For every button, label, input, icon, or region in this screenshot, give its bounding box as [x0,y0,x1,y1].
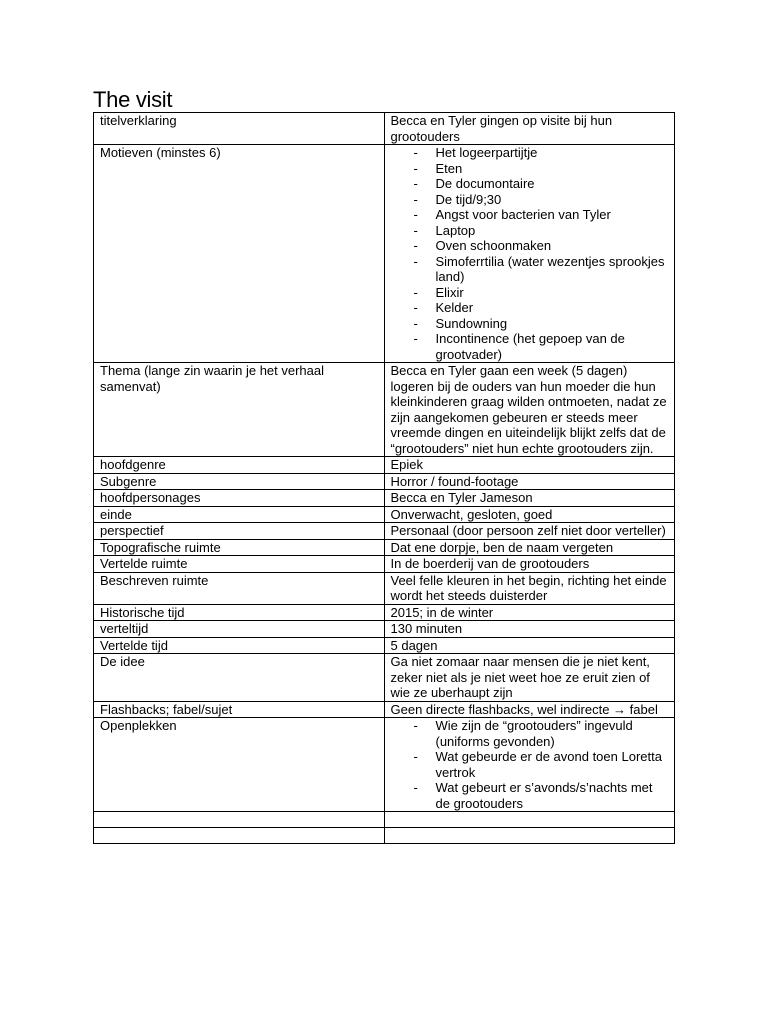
row-value: Dat ene dorpje, ben de naam vergeten [384,539,675,556]
list-item: - Elixir [411,285,669,301]
row-value: Becca en Tyler gaan een week (5 dagen) logeren bij de ouders van hun moeder die hun kleinkinderen graag wilden ontmoeten, nadat ze zijn aangekomen gebeuren er steeds meer vreemde dingen en uiteindelijk blijkt zelfs dat de “grootouders” niet hun echte grootouders zijn. [384,363,675,457]
book-report-table [93,112,675,844]
openplekken-list [391,718,669,811]
table-row [94,113,675,145]
list-item: - Het logeerpartijtje [411,145,669,161]
empty-cell [94,812,385,828]
empty-row [94,828,675,844]
row-label: titelverklaring [94,113,385,145]
row-value [384,145,675,363]
table-row [94,363,675,457]
table-row [94,539,675,556]
row-label: Historische tijd [94,604,385,621]
table-row [94,457,675,474]
row-value: Becca en Tyler Jameson [384,490,675,507]
list-item: - Wat gebeurt er s’avonds/s’nachts met de grootouders [411,780,669,811]
row-label: Vertelde tijd [94,637,385,654]
row-value: Veel felle kleuren in het begin, richting het einde wordt het steeds duisterder [384,572,675,604]
row-label: De idee [94,654,385,702]
table-row [94,621,675,638]
row-label: hoofdgenre [94,457,385,474]
row-label: hoofdpersonages [94,490,385,507]
list-item: - Laptop [411,223,669,239]
row-value: In de boerderij van de grootouders [384,556,675,573]
empty-cell [94,828,385,844]
table-row [94,523,675,540]
row-value: Onverwacht, gesloten, goed [384,506,675,523]
row-label: Thema (lange zin waarin je het verhaal samenvat) [94,363,385,457]
list-item: - Eten [411,161,669,177]
row-label: einde [94,506,385,523]
table-row [94,473,675,490]
row-value: Horror / found-footage [384,473,675,490]
empty-cell [384,812,675,828]
list-item: - Sundowning [411,316,669,332]
row-value: Personaal (door persoon zelf niet door verteller) [384,523,675,540]
row-value: Becca en Tyler gingen op visite bij hun grootouders [384,113,675,145]
empty-row [94,812,675,828]
row-label: verteltijd [94,621,385,638]
table-row [94,490,675,507]
row-value: Ga niet zomaar naar mensen die je niet kent, zeker niet als je niet weet hoe ze eruit zien of wie ze uberhaupt zijn [384,654,675,702]
table-row [94,654,675,702]
motieven-list [391,145,669,362]
table-row [94,572,675,604]
row-value: 2015; in de winter [384,604,675,621]
list-item: - De documontaire [411,176,669,192]
row-value: Epiek [384,457,675,474]
row-label: Topografische ruimte [94,539,385,556]
document-title: The visit [93,87,173,112]
row-value: 5 dagen [384,637,675,654]
list-item: - Simoferrtilia (water wezentjes sprookjes land) [411,254,669,285]
list-item: - Wie zijn de “grootouders” ingevuld (uniforms gevonden) [411,718,669,749]
row-label: perspectief [94,523,385,540]
list-item: - Wat gebeurde er de avond toen Loretta vertrok [411,749,669,780]
table-row [94,506,675,523]
row-label: Subgenre [94,473,385,490]
list-item: - Oven schoonmaken [411,238,669,254]
empty-cell [384,828,675,844]
row-label: Beschreven ruimte [94,572,385,604]
table-row [94,637,675,654]
table-row [94,556,675,573]
table-row [94,145,675,363]
list-item: - Kelder [411,300,669,316]
row-label: Vertelde ruimte [94,556,385,573]
row-value: 130 minuten [384,621,675,638]
row-label: Motieven (minstes 6) [94,145,385,363]
row-value [384,718,675,812]
list-item: - De tijd/9;30 [411,192,669,208]
table-row [94,701,675,718]
table-row [94,604,675,621]
row-label: Openplekken [94,718,385,812]
table-row [94,718,675,812]
list-item: - Incontinence (het gepoep van de grootvader) [411,331,669,362]
row-value: Geen directe flashbacks, wel indirecte → fabel [384,701,675,718]
list-item: - Angst voor bacterien van Tyler [411,207,669,223]
row-label: Flashbacks; fabel/sujet [94,701,385,718]
